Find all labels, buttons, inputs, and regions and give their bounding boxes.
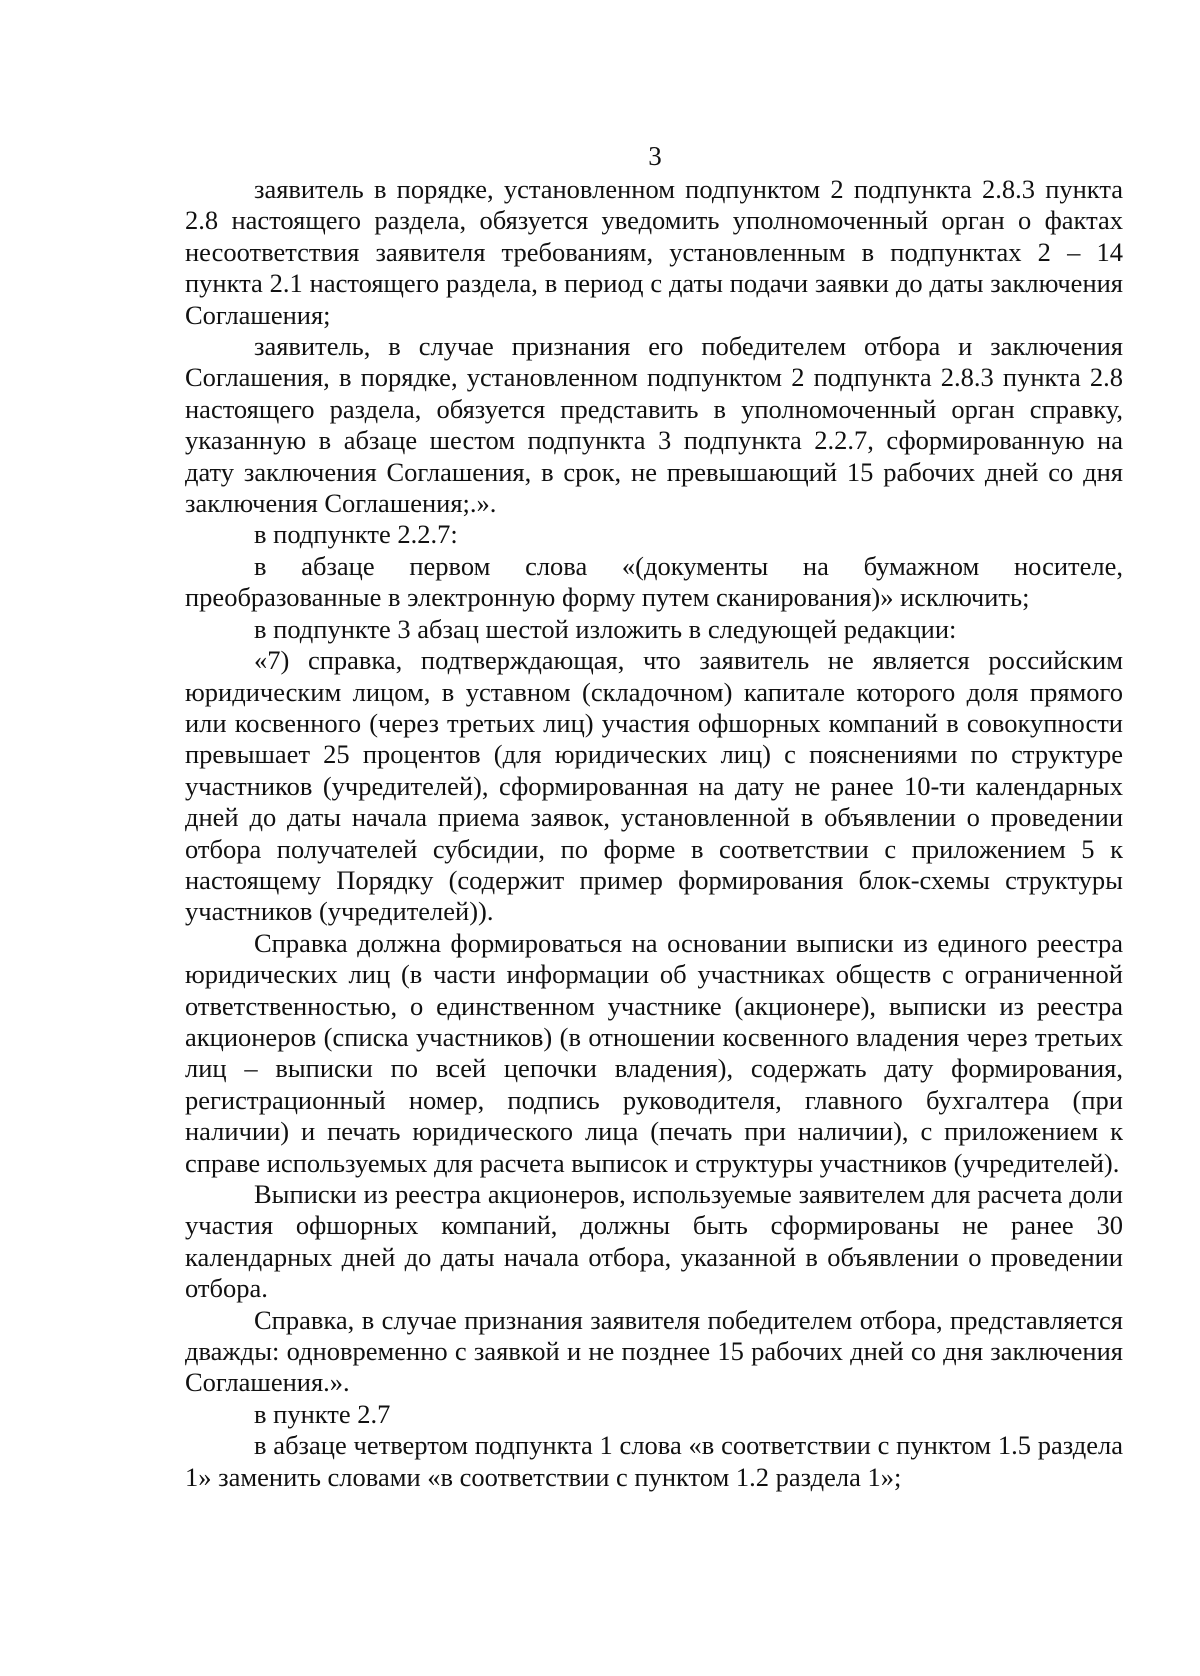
paragraph-certificate-obligation: заявитель, в случае признания его победителем отбора и заключения Соглашения, в порядке, установленном подпунктом 2 подпункта 2.8.3 пункта 2.8 настоящего раздела, обязуется представить в уполномоченный орган справку, указанную в абзаце шестом подпункта 3 подпункта 2.2.7, сформированную на дату заключения Соглашения, в срок, не превышающий 15 рабочих дней со дня заключения Соглашения;.». [185, 331, 1123, 519]
paragraph-subclause-2-2-7: в подпункте 2.2.7: [254, 519, 458, 550]
page-number: 3 [648, 141, 662, 171]
document-body [185, 174, 1123, 1493]
paragraph-first-abstract-change: в абзаце первом слова «(документы на бумажном носителе, преобразованные в электронную форму путем сканирования)» исключить; [185, 550, 1123, 613]
paragraph-registry-extracts: Выписки из реестра акционеров, используемые заявителем для расчета доли участия офшорных компаний, должны быть сформированы не ранее 30 календарных дней до даты начала отбора, указанной в объявлении о проведении отбора. [185, 1179, 1123, 1304]
paragraph-certificate-basis: Справка должна формироваться на основании выписки из единого реестра юридических лиц (в части информации об участниках обществ с ограниченной ответственностью, о единственном участнике (акционере), выписки из реестра акционеров (списка участников) (в отношении косвенного владения через третьих лиц – выписки по всей цепочки владения), содержать дату формирования, регистрационный номер, подпись руководителя, главного бухгалтера (при наличии) и печать юридического лица (печать при наличии), с приложением к справе используемых для расчета выписок и структуры участников (учредителей). [185, 927, 1123, 1178]
paragraph-certificate-twice: Справка, в случае признания заявителя победителем отбора, представляется дважды: одновременно с заявкой и не позднее 15 рабочих дней со дня заключения Соглашения.». [185, 1304, 1123, 1398]
paragraph-clause-2-7: в пункте 2.7 [254, 1398, 391, 1429]
paragraph-sixth-abstract-intro: в подпункте 3 абзац шестой изложить в следующей редакции: [254, 613, 957, 644]
paragraph-item-7-certificate: «7) справка, подтверждающая, что заявитель не является российским юридическим лицом, в уставном (складочном) капитале которого доля прямого или косвенного (через третьих лиц) участия офшорных компаний в совокупности превышает 25 процентов (для юридических лиц) с пояснениями по структуре участников (учредителей), сформированная на дату не ранее 10-ти календарных дней до даты начала приема заявок, установленной в объявлении о проведении отбора получателей субсидии, по форме в соответствии с приложением 5 к настоящему Порядку (содержит пример формирования блок-схемы структуры участников (учредителей)). [185, 645, 1123, 927]
paragraph-notify-obligation: заявитель в порядке, установленном подпунктом 2 подпункта 2.8.3 пункта 2.8 настоящего раздела, обязуется уведомить уполномоченный орган о фактах несоответствия заявителя требованиям, установленным в подпунктах 2 – 14 пункта 2.1 настоящего раздела, в период с даты подачи заявки до даты заключения Соглашения; [185, 174, 1123, 330]
paragraph-fourth-abstract-change: в абзаце четвертом подпункта 1 слова «в соответствии с пунктом 1.5 раздела 1» заменить словами «в соответствии с пунктом 1.2 раздела 1»; [185, 1430, 1123, 1492]
